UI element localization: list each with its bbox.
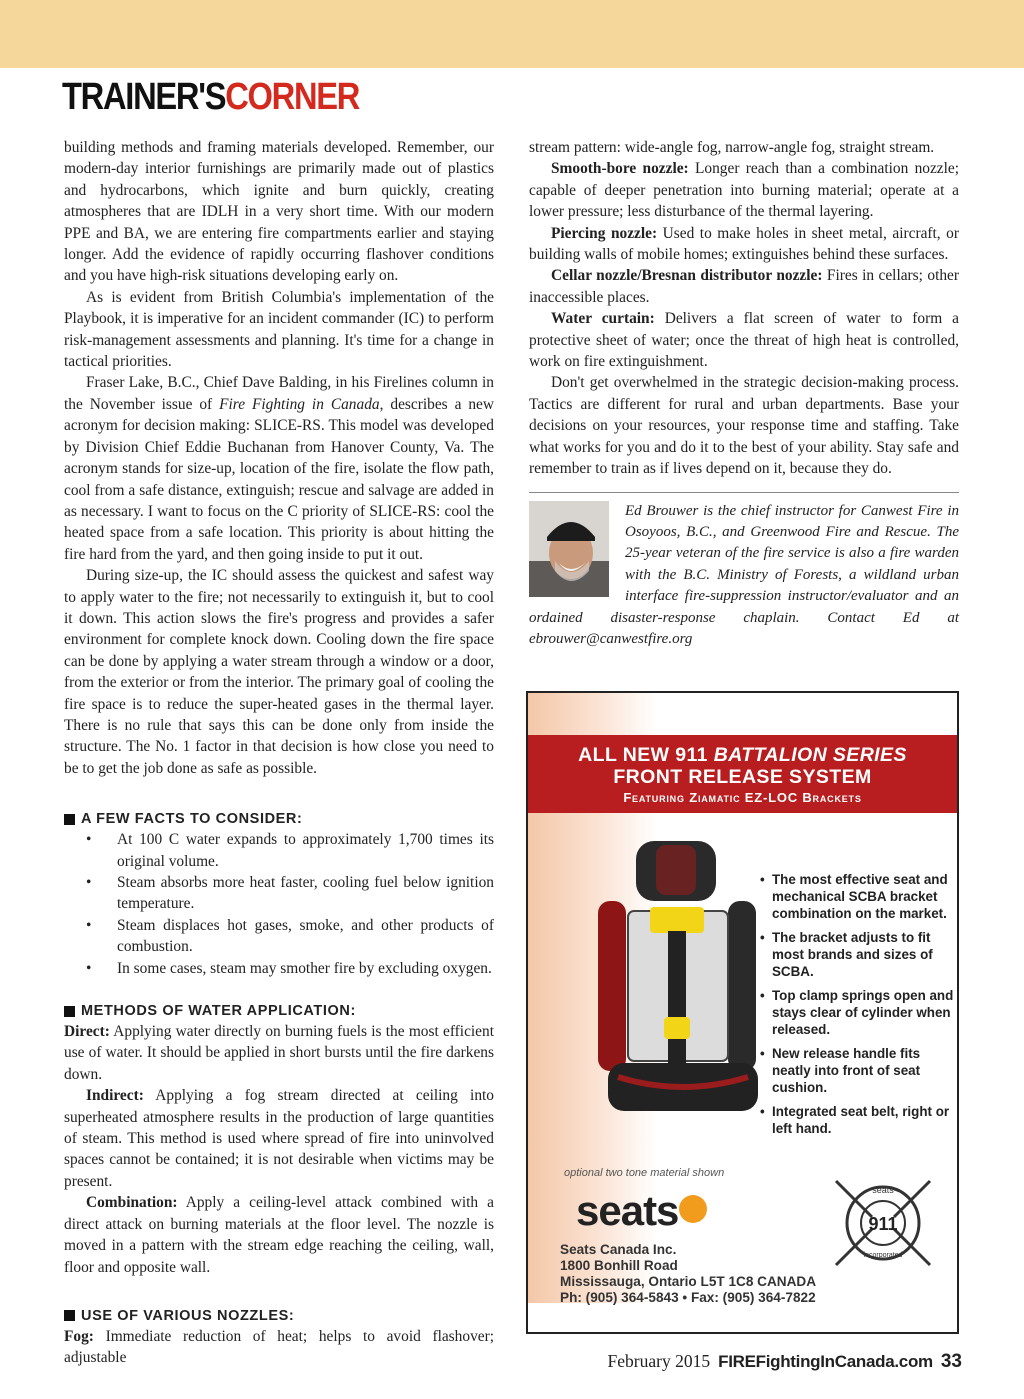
text-run: Fires in cellars; other inaccessible places. xyxy=(529,267,959,306)
text-run: BATTALION SERIES xyxy=(713,744,907,766)
text-run: Apply a ceiling-level attack combined with a direct attack on burning materials at the floor level. The nozzle is moved in a pattern with the stream edge reaching the ceiling, wall, floor and opposite wall. xyxy=(64,1194,494,1276)
badge-bottom-text: incorporated xyxy=(863,1252,903,1259)
arrow-dot-icon xyxy=(679,1195,707,1223)
ad-features xyxy=(758,871,958,1144)
feature-item: • Integrated seat belt, right or left hand. xyxy=(758,1103,958,1137)
text-run: ALL NEW 911 xyxy=(578,744,714,766)
feature-item: • The bracket adjusts to fit most brands and sizes of SCBA. xyxy=(758,929,958,980)
term-label: Smooth-bore nozzle: xyxy=(551,160,689,178)
text-run: Delivers a flat screen of water to form a protective sheet of water; once the threat of high heat is controlled, work on fire extinguishment. xyxy=(529,310,959,371)
term-label: Indirect: xyxy=(86,1087,144,1105)
advertisement[interactable] xyxy=(526,691,959,1334)
website-link[interactable]: FIREFightingInCanada.com xyxy=(718,1352,933,1371)
facts-list xyxy=(64,829,494,979)
list-item: • At 100 C water expands to approximately 1,700 times its original volume. xyxy=(64,829,494,872)
methods-heading xyxy=(64,1001,494,1021)
paragraph xyxy=(529,223,959,266)
paragraph xyxy=(64,372,494,565)
section-header xyxy=(62,76,359,119)
badge-top-text: seats xyxy=(872,1185,894,1195)
address-street: 1800 Bonhill Road xyxy=(560,1258,678,1273)
author-photo xyxy=(529,501,609,597)
magazine-title: Fire Fighting in Canada xyxy=(219,395,380,413)
logo-text: seats xyxy=(576,1187,679,1234)
list-item: • Steam absorbs more heat faster, cooling fuel below ignition temperature. xyxy=(64,872,494,915)
paragraph xyxy=(64,1021,494,1085)
ad-banner xyxy=(528,735,957,813)
seats-911-badge-icon xyxy=(828,1173,938,1273)
paragraph: stream pattern: wide-angle fog, narrow-angle fog, straight stream. xyxy=(529,139,935,156)
header-trainers: TRAINER'S xyxy=(62,76,226,118)
paragraph: building methods and framing materials developed. Remember, our modern-day interior furnishings are primarily made out of plastics and hydrocarbons, which ignite and burn quickly, creating atmospheres that are IDLH in a very short time. With our modern PPE and BA, we are entering fire compartments earlier and staying longer. Add the evidence of rapidly occurring flashover conditions and you have high-risk situations developing early on. xyxy=(64,139,494,285)
ad-subheadline: FRONT RELEASE SYSTEM xyxy=(613,766,872,788)
company-address xyxy=(560,1242,816,1306)
heading-text: A FEW FACTS TO CONSIDER: xyxy=(81,811,303,828)
facts-heading xyxy=(64,809,494,829)
text-run: Applying water directly on burning fuels is the most efficient use of water. It should be applied in short bursts until the fire darkens down. xyxy=(64,1023,494,1083)
term-label: Fog: xyxy=(64,1327,94,1345)
company-name: Seats Canada Inc. xyxy=(560,1242,677,1257)
text-run: Used to make holes in sheet metal, aircraft, or building walls of mobile homes; extinguishes behind these surfaces. xyxy=(529,224,960,264)
ad-note: optional two tone material shown xyxy=(564,1167,725,1179)
paragraph xyxy=(529,158,959,222)
term-label: Water curtain: xyxy=(551,310,655,328)
paragraph: Don't get overwhelmed in the strategic decision-making process. Tactics are different for rural and urban departments. Base your decisions on your resources, your response time and staffing. Take what works for you and do it to the best of your ability. Stay safe and remember to train as if lives depend on it, because they do. xyxy=(529,374,959,478)
page-number: 33 xyxy=(940,1351,962,1372)
square-bullet-icon xyxy=(64,814,75,825)
ad-tagline: Featuring Ziamatic EZ-LOC Brackets xyxy=(623,790,862,805)
header-corner: CORNER xyxy=(225,76,360,118)
list-item: • Steam displaces hot gases, smoke, and other products of combustion. xyxy=(64,915,494,958)
text-run: , describes a new acronym for decision making: SLICE-RS. This model was developed by Division Chief Eddie Buchanan from Hanover County, Va. The acronym stands for size-up, location of the fire, isolate the flow path, cool from a safe distance, extinguish; rescue and salvage are added in as necessary. I want to focus on the C priority of SLICE-RS: cool the heated space from a safe location. This priority is about hitting the fire hard from the yard, and then going inside to put it out. xyxy=(64,395,494,563)
text-run: Fraser Lake, B.C., Chief Dave Balding, in his Firelines column in the November issue of xyxy=(64,374,494,413)
paragraph: As is evident from British Columbia's implementation of the Playbook, it is imperative for an incident commander (IC) to perform risk-management assessments and planning. It's time for a change in tactical priorities. xyxy=(64,288,494,371)
text-run: Longer reach than a combination nozzle; capable of deeper penetration into burning material; operate at a lower pressure; less disturbance of the thermal layering. xyxy=(529,160,960,221)
top-color-band xyxy=(0,0,1024,68)
address-city: Mississauga, Ontario L5T 1C8 CANADA xyxy=(560,1274,817,1289)
issue-date: February 2015 xyxy=(607,1351,711,1371)
divider xyxy=(529,492,959,493)
page-footer xyxy=(608,1351,962,1373)
badge-number: 911 xyxy=(868,1214,898,1234)
square-bullet-icon xyxy=(64,1006,75,1017)
seats-logo xyxy=(576,1187,707,1235)
paragraph xyxy=(529,265,959,308)
term-label: Cellar nozzle/Bresnan distributor nozzle: xyxy=(551,267,823,285)
left-column xyxy=(64,137,494,1369)
paragraph xyxy=(529,308,959,372)
feature-item: • The most effective seat and mechanical SCBA bracket combination on the market. xyxy=(758,871,958,922)
phone-fax: Ph: (905) 364-5843 • Fax: (905) 364-7822 xyxy=(560,1290,816,1305)
nozzles-heading xyxy=(64,1306,494,1326)
author-bio xyxy=(529,501,959,651)
term-label: Combination: xyxy=(86,1194,178,1212)
paragraph: During size-up, the IC should assess the quickest and safest way to apply water to the fire; not necessarily to extinguish it, but to cool it down. This action slows the fire's progress and provides a safer environment for complete knock down. Cooling down the fire space can be done by applying a water stream through a window or a door, from the exterior or from the interior. The primary goal of cooling the fire space is to reduce the super-heated gases in the thermal layer. There is no rule that says this can be done only from inside the structure. The No. 1 factor in that decision is how close you need to be to get the job done as safe as possible. xyxy=(64,567,494,777)
heading-text: METHODS OF WATER APPLICATION: xyxy=(81,1003,356,1020)
text-run: Applying a fog stream directed at ceiling into superheated atmosphere results in the production of large quantities of steam. This method is used where spread of fire into uninvolved spaces cannot be contained; it is not desirable when victims may be present. xyxy=(64,1087,494,1190)
term-label: Direct: xyxy=(64,1023,110,1041)
paragraph xyxy=(64,1192,494,1278)
text-run: Immediate reduction of heat; helps to avoid flashover; adjustable xyxy=(64,1327,494,1367)
paragraph xyxy=(64,1326,494,1369)
right-column xyxy=(529,137,959,650)
paragraph xyxy=(64,1085,494,1192)
feature-item: • New release handle fits neatly into front of seat cushion. xyxy=(758,1045,958,1096)
feature-item: • Top clamp springs open and stays clear of cylinder when released. xyxy=(758,987,958,1038)
ad-headline xyxy=(528,744,957,766)
bio-text: Ed Brouwer is the chief instructor for Canwest Fire in Osoyoos, B.C., and Greenwood Fire and Rescue. The 25-year veteran of the fire service is also a fire warden with the B.C. Ministry of Forests, a wildland urban interface fire-suppression instructor/evaluator and an ordained disaster-response chaplain. Contact Ed at ebrouwer@canwestfire.org xyxy=(529,502,959,647)
term-label: Piercing nozzle: xyxy=(551,224,658,242)
square-bullet-icon xyxy=(64,1310,75,1321)
list-item: • In some cases, steam may smother fire by excluding oxygen. xyxy=(64,958,494,979)
heading-text: USE OF VARIOUS NOZZLES: xyxy=(81,1307,295,1324)
seat-image xyxy=(588,841,768,1121)
